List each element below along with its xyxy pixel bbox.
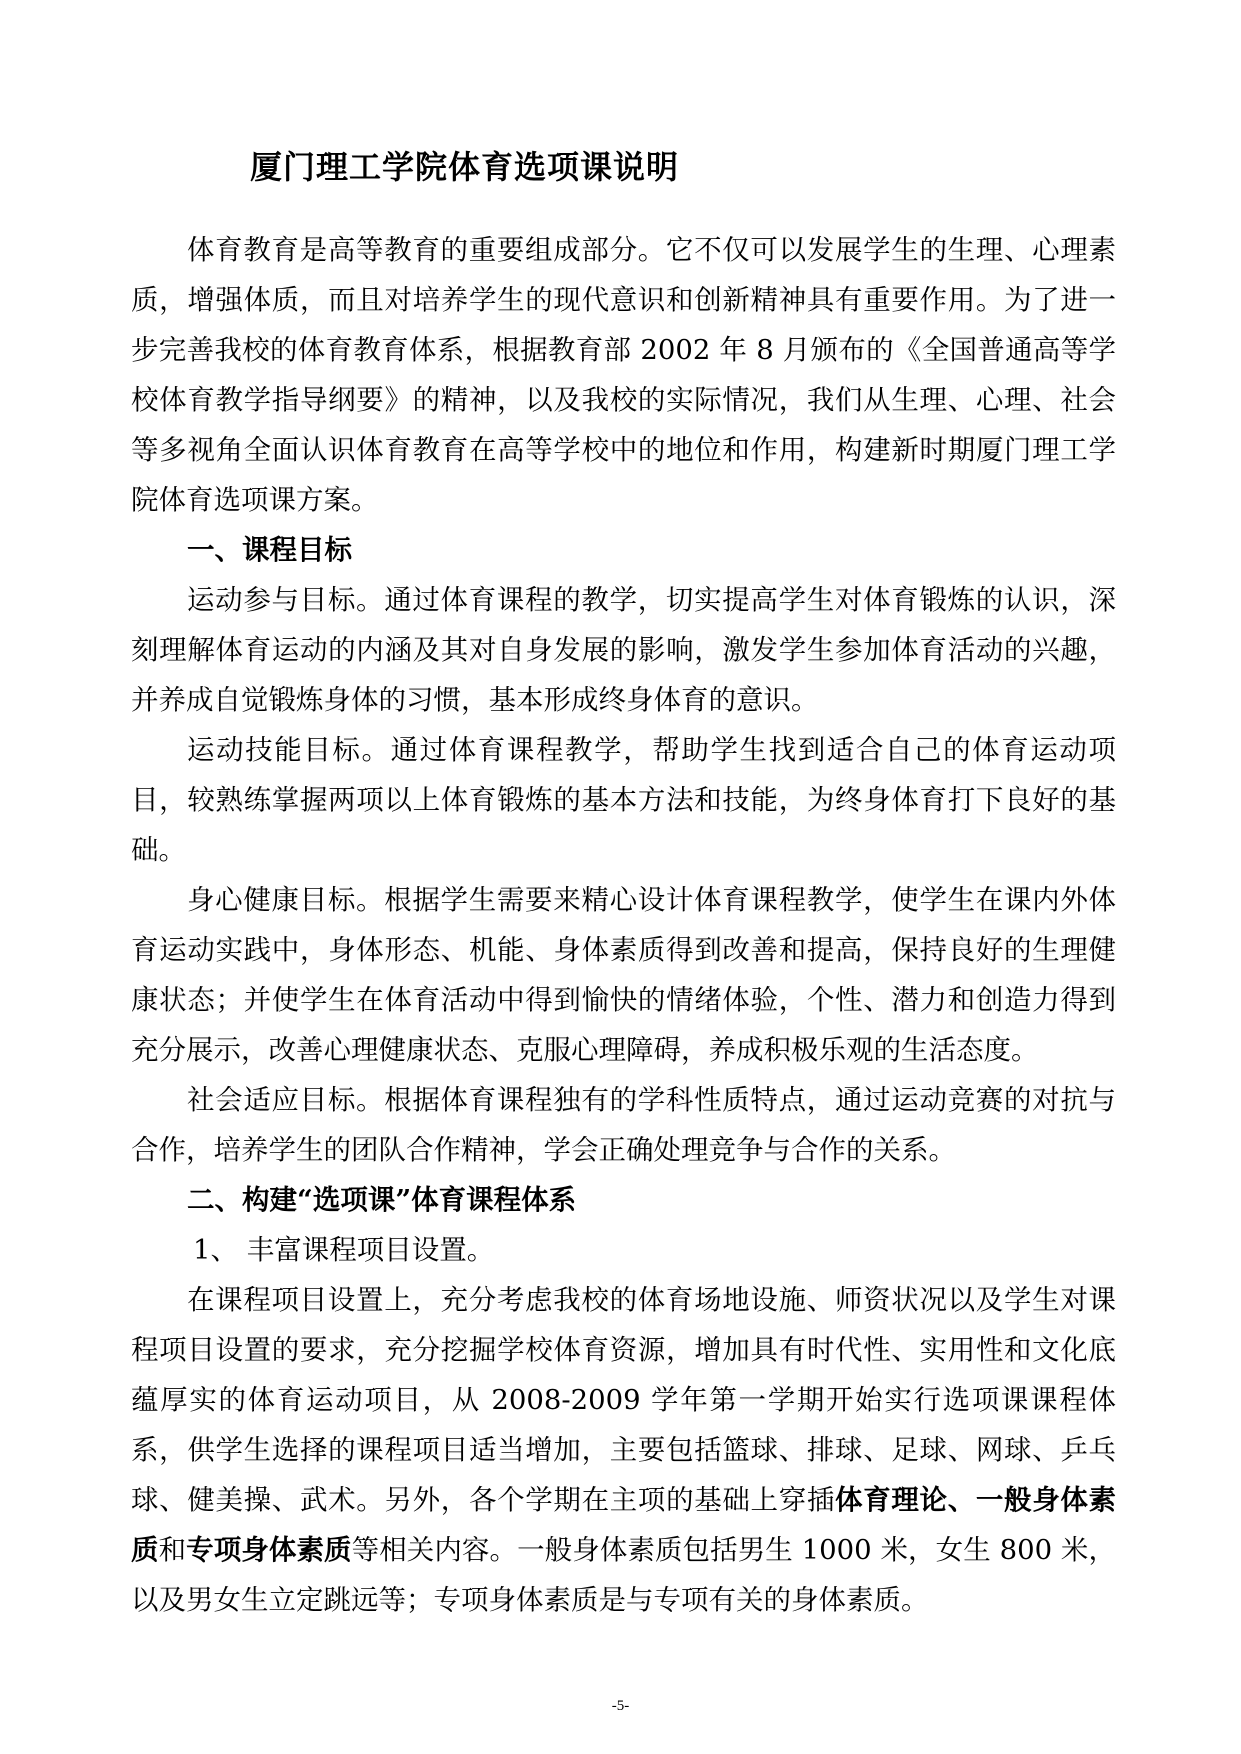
page-title: 厦门理工学院体育选项课说明 (250, 148, 680, 186)
intro-paragraph: 体育教育是高等教育的重要组成部分。它不仅可以发展学生的生理、心理素质，增强体质，而且对培养学生的现代意识和创新精神具有重要作用。为了进一步完善我校的体育教育体系，根据教育部 2002 年 8 月颁布的《全国普通高等学校体育教学指导纲要》的精神，以及我校的实际情况，我们从生理、心理、社会等多视角全面认识体育教育在高等学校中的地位和作用，构建新时期厦门理工学院体育选项课方案。 (131, 234, 1116, 516)
section-heading-course-system: 二、构建“选项课”体育课程体系 (187, 1184, 577, 1216)
paragraph-text: 在课程项目设置上，充分考虑我校的体育场地设施、师资状况以及学生对课程项目设置的要求，充分挖掘学校体育资源，增加具有时代性、实用性和文化底蕴厚实的体育运动项目，从 2008-2009 学年第一学期开始实行选项课课程体系，供学生选择的课程项目适当增加，主要包括篮球、排球、足球、网球、乒乓球、健美操、武术。另外，各个学期在主项的基础上穿插 (131, 1284, 1116, 1516)
bold-sports-theory: 体育理论 (835, 1484, 948, 1516)
paragraph-skill-goal: 运动技能目标。通过体育课程教学，帮助学生找到适合自己的体育运动项目，较熟练掌握两项以上体育锻炼的基本方法和技能，为终身体育打下良好的基础。 (131, 734, 1116, 866)
paragraph-health-goal: 身心健康目标。根据学生需要来精心设计体育课程教学，使学生在课内外体育运动实践中，身体形态、机能、身体素质得到改善和提高，保持良好的生理健康状态；并使学生在体育活动中得到愉快的情绪体验，个性、潜力和创造力得到充分展示，改善心理健康状态、克服心理障碍，养成积极乐观的生活态度。 (131, 884, 1116, 1066)
section-heading-course-goals: 一、课程目标 (187, 534, 352, 566)
list-item-course-setup: 1、 丰富课程项目设置。 (193, 1234, 495, 1266)
page-number: -5- (611, 1698, 630, 1714)
document-body (131, 225, 1116, 1625)
bold-separator: 、 (947, 1484, 976, 1516)
paragraph-social-goal: 社会适应目标。根据体育课程独有的学科性质特点，通过运动竞赛的对抗与合作，培养学生的团队合作精神，学会正确处理竞争与合作的关系。 (131, 1084, 1116, 1166)
connector-text: 和 (158, 1534, 187, 1566)
paragraph-participation-goal: 运动参与目标。通过体育课程的教学，切实提高学生对体育锻炼的认识，深刻理解体育运动的内涵及其对自身发展的影响，激发学生参加体育活动的兴趣，并养成自觉锻炼身体的习惯，基本形成终身体育的意识。 (131, 584, 1116, 716)
bold-special-fitness: 专项身体素质 (186, 1534, 352, 1566)
bold-general-fitness: 一般身体素质 (131, 1484, 1117, 1566)
paragraph-text-end: 等相关内容。一般身体素质包括男生 1000 米，女生 800 米，以及男女生立定跳远等；专项身体素质是与专项有关的身体素质。 (131, 1534, 1116, 1616)
paragraph-course-setup (131, 1275, 1116, 1625)
